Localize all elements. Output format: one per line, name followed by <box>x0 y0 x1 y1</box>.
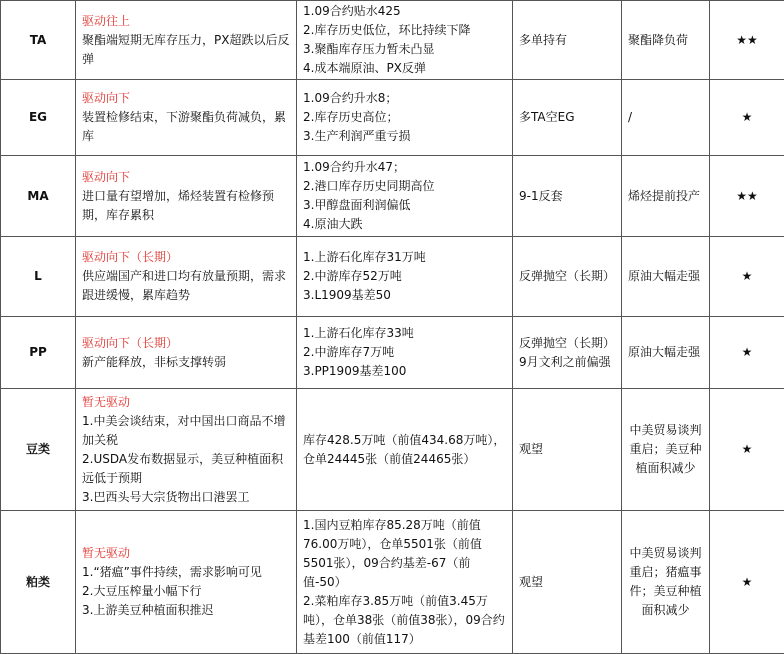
driver-label: 驱动往上 <box>82 12 290 31</box>
driver-reason: 供应端国产和进口均有放量预期，需求跟进缓慢，累库趋势 <box>82 267 290 305</box>
driver-reason: 1.中美会谈结束，对中国出口商品不增加关税 <box>82 412 290 450</box>
rating-stars: ★ <box>710 317 784 389</box>
risk-cell <box>622 1 710 80</box>
strategy-line: 9-1反套 <box>519 187 615 206</box>
table-row <box>1 80 784 156</box>
strategy-cell <box>513 1 622 80</box>
fact-line: 2.菜粕库存3.85万吨（前值3.45万吨），仓单38张（前值38张），09合约基差100（前值117） <box>303 592 506 649</box>
driver-label: 驱动向下（长期） <box>82 334 290 353</box>
risk-line: 中美贸易谈判重启；美豆种植面积减少 <box>628 421 703 478</box>
strategy-line: 反弹抛空（长期） <box>519 267 615 286</box>
facts-cell <box>297 1 513 80</box>
table-row <box>1 1 784 80</box>
risk-line: 中美贸易谈判重启；猪瘟事件；美豆种植面积减少 <box>628 544 703 620</box>
driver-label: 暂无驱动 <box>82 393 290 412</box>
driver-reason: 3.巴西头号大宗货物出口港罢工 <box>82 488 290 507</box>
risk-line: / <box>628 108 703 127</box>
fact-line: 3.甲醇盘面利润偏低 <box>303 196 506 215</box>
risk-cell <box>622 389 710 511</box>
driver-cell <box>76 317 297 389</box>
commodity-name: 粕类 <box>1 511 76 654</box>
fact-line: 3.L1909基差50 <box>303 286 506 305</box>
facts-cell <box>297 237 513 317</box>
driver-cell <box>76 511 297 654</box>
strategy-cell <box>513 389 622 511</box>
commodity-name: 豆类 <box>1 389 76 511</box>
risk-line: 原油大幅走强 <box>628 267 703 286</box>
driver-cell <box>76 237 297 317</box>
rating-stars: ★ <box>710 237 784 317</box>
driver-reason: 1.“猪瘟”事件持续，需求影响可见 <box>82 563 290 582</box>
driver-label: 驱动向下（长期） <box>82 248 290 267</box>
driver-reason: 进口量有望增加，烯烃装置有检修预期，库存累积 <box>82 187 290 225</box>
fact-line: 2.库存历史高位； <box>303 108 506 127</box>
strategy-cell <box>513 156 622 237</box>
driver-label: 驱动向下 <box>82 168 290 187</box>
driver-reason: 3.上游美豆种植面积推迟 <box>82 601 290 620</box>
fact-line: 1.09合约升水8； <box>303 89 506 108</box>
strategy-line: 9月文利之前偏强 <box>519 353 615 372</box>
risk-cell <box>622 237 710 317</box>
driver-reason: 聚酯端短期无库存压力，PX超跌以后反弹 <box>82 31 290 69</box>
facts-cell <box>297 511 513 654</box>
risk-cell <box>622 80 710 156</box>
strategy-cell <box>513 237 622 317</box>
fact-line: 2.港口库存历史同期高位 <box>303 177 506 196</box>
commodity-name: MA <box>1 156 76 237</box>
table-row <box>1 511 784 654</box>
table-row <box>1 317 784 389</box>
table-row <box>1 237 784 317</box>
strategy-cell <box>513 317 622 389</box>
strategy-cell <box>513 80 622 156</box>
risk-cell <box>622 156 710 237</box>
risk-line: 原油大幅走强 <box>628 343 703 362</box>
risk-line: 聚酯降负荷 <box>628 31 703 50</box>
driver-reason: 2.USDA发布数据显示，美豆种植面积远低于预期 <box>82 450 290 488</box>
fact-line: 3.PP1909基差100 <box>303 362 506 381</box>
strategy-line: 多TA空EG <box>519 108 615 127</box>
commodity-name: TA <box>1 1 76 80</box>
fact-line: 库存428.5万吨（前值434.68万吨），仓单24445张（前值24465张） <box>303 431 506 469</box>
driver-label: 驱动向下 <box>82 89 290 108</box>
fact-line: 2.中游库存7万吨 <box>303 343 506 362</box>
strategy-line: 反弹抛空（长期） <box>519 334 615 353</box>
driver-cell <box>76 1 297 80</box>
facts-cell <box>297 389 513 511</box>
commodity-name: L <box>1 237 76 317</box>
driver-cell <box>76 156 297 237</box>
risk-cell <box>622 511 710 654</box>
driver-reason: 装置检修结束，下游聚酯负荷减负，累库 <box>82 108 290 146</box>
facts-cell <box>297 80 513 156</box>
fact-line: 1.09合约升水47； <box>303 158 506 177</box>
strategy-cell <box>513 511 622 654</box>
fact-line: 4.原油大跌 <box>303 215 506 234</box>
fact-line: 1.09合约贴水425 <box>303 2 506 21</box>
risk-cell <box>622 317 710 389</box>
table-row <box>1 389 784 511</box>
facts-cell <box>297 317 513 389</box>
driver-reason: 2.大豆压榨量小幅下行 <box>82 582 290 601</box>
fact-line: 3.生产利润严重亏损 <box>303 127 506 146</box>
rating-stars: ★ <box>710 389 784 511</box>
fact-line: 1.上游石化库存31万吨 <box>303 248 506 267</box>
fact-line: 2.库存历史低位，环比持续下降 <box>303 21 506 40</box>
fact-line: 3.聚酯库存压力暂未凸显 <box>303 40 506 59</box>
rating-stars: ★★ <box>710 1 784 80</box>
commodity-name: EG <box>1 80 76 156</box>
fact-line: 4.成本端原油、PX反弹 <box>303 59 506 78</box>
rating-stars: ★ <box>710 80 784 156</box>
fact-line: 1.国内豆粕库存85.28万吨（前值76.00万吨），仓单5501张（前值5501张），09合约基差-67（前值-50） <box>303 516 506 592</box>
fact-line: 2.中游库存52万吨 <box>303 267 506 286</box>
rating-stars: ★★ <box>710 156 784 237</box>
strategy-line: 多单持有 <box>519 31 615 50</box>
driver-cell <box>76 80 297 156</box>
strategy-line: 观望 <box>519 440 615 459</box>
facts-cell <box>297 156 513 237</box>
risk-line: 烯烃提前投产 <box>628 187 703 206</box>
table-row <box>1 156 784 237</box>
driver-label: 暂无驱动 <box>82 544 290 563</box>
driver-cell <box>76 389 297 511</box>
strategy-line: 观望 <box>519 573 615 592</box>
driver-reason: 新产能释放，非标支撑转弱 <box>82 353 290 372</box>
commodity-name: PP <box>1 317 76 389</box>
rating-stars: ★ <box>710 511 784 654</box>
fact-line: 1.上游石化库存33吨 <box>303 324 506 343</box>
